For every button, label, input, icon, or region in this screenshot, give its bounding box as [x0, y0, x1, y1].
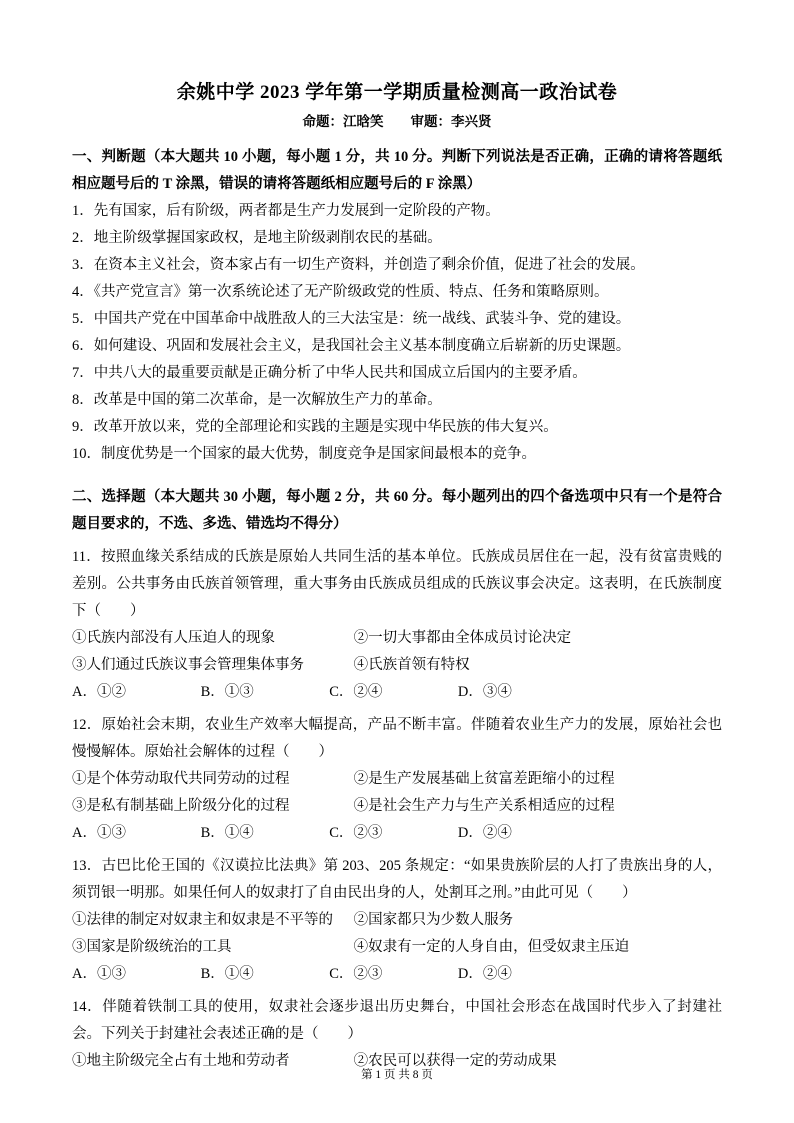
judgment-item-9: 9．改革开放以来，党的全部理论和实践的主题是实现中华民族的伟大复兴。: [72, 419, 558, 435]
question-14: [72, 994, 722, 1075]
answer-option-a: A．①③: [72, 825, 126, 841]
answer-option-d: D．②④: [457, 825, 512, 841]
choice-item: ②国家都只为少数人服务: [353, 912, 514, 928]
answer-option-b: B．①④: [200, 966, 254, 982]
question-11-choices-row-2: [72, 652, 722, 679]
answer-option-a: A．①②: [72, 684, 126, 700]
judgment-item-8: 8．改革是中国的第二次革命，是一次解放生产力的革命。: [72, 392, 442, 408]
question-11-choices-row-1: [72, 625, 722, 652]
judgment-item-4: 4．《共产党宣言》第一次系统论述了无产阶级政党的性质、特点、任务和策略原则。: [72, 284, 609, 300]
question-12-choices-row-2: [72, 793, 722, 820]
authors-line: 命题：江晗笑 审题：李兴贤: [302, 114, 492, 129]
choice-item: ①是个体劳动取代共同劳动的过程: [72, 771, 290, 787]
choice-item: ②是生产发展基础上贫富差距缩小的过程: [353, 771, 615, 787]
choice-item: ④是社会生产力与生产关系相适应的过程: [353, 798, 615, 814]
choice-item: ④奴隶有一定的人身自由，但受奴隶主压迫: [353, 939, 630, 955]
answer-option-c: C．②③: [329, 825, 383, 841]
answer-option-c: C．②③: [329, 966, 383, 982]
judgment-section-heading: 一、判断题（本大题共 10 小题，每小题 1 分，共 10 分。判断下列说法是否正确，正确的请将答题纸相应题号后的 T 涂黑，错误的请将答题纸相应题号后的 F 涂黑）: [72, 149, 722, 192]
answer-option-b: B．①③: [200, 684, 254, 700]
judgment-item-2: 2．地主阶级掌握国家政权，是地主阶级剥削农民的基础。: [72, 230, 442, 246]
question-13: [72, 853, 722, 988]
judgment-item-3: 3．在资本主义社会，资本家占有一切生产资料，并创造了剩余价值，促进了社会的发展。: [72, 257, 645, 273]
answer-option-c: C．②④: [329, 684, 383, 700]
choice-item: ②一切大事都由全体成员讨论决定: [353, 630, 572, 646]
judgment-item-7: 7．中共八大的最重要贡献是正确分析了中华人民共和国成立后国内的主要矛盾。: [72, 365, 587, 381]
question-12-answers-row: [72, 820, 722, 847]
page-title: 余姚中学 2023 学年第一学期质量检测高一政治试卷: [176, 82, 618, 103]
mcq-section-heading: 二、选择题（本大题共 30 小题，每小题 2 分，共 60 分。每小题列出的四个备选项中只有一个是符合题目要求的，不选、多选、错选均不得分）: [72, 489, 722, 532]
question-13-stem: 13．古巴比伦王国的《汉谟拉比法典》第 203、205 条规定：“如果贵族阶层的人打了贵族出身的人，须罚银一明那。如果任何人的奴隶打了自由民出身的人，处割耳之刑。”由此可见（ ）: [72, 858, 722, 901]
choice-item: ③是私有制基础上阶级分化的过程: [72, 798, 290, 814]
choice-item: ①氏族内部没有人压迫人的现象: [72, 630, 275, 646]
question-12: [72, 712, 722, 847]
choice-item: ④氏族首领有特权: [353, 657, 470, 673]
question-11: [72, 544, 722, 706]
choice-item: ①法律的制定对奴隶主和奴隶是不平等的: [72, 912, 333, 928]
choice-item: ②农民可以获得一定的劳动成果: [353, 1053, 557, 1069]
question-14-stem: 14．伴随着铁制工具的使用，奴隶社会逐步退出历史舞台，中国社会形态在战国时代步入了封建社会。下列关于封建社会表述正确的是（ ）: [72, 999, 722, 1042]
answer-option-d: D．②④: [457, 966, 512, 982]
question-12-choices-row-1: [72, 766, 722, 793]
question-11-answers-row: [72, 679, 722, 706]
judgment-item-6: 6．如何建设、巩固和发展社会主义，是我国社会主义基本制度确立后崭新的历史课题。: [72, 338, 631, 354]
choice-item: ③人们通过氏族议事会管理集体事务: [72, 657, 304, 673]
answer-option-d: D．③④: [457, 684, 512, 700]
judgment-item-list: [72, 198, 722, 468]
answer-option-a: A．①③: [72, 966, 126, 982]
question-12-stem: 12．原始社会末期，农业生产效率大幅提高，产品不断丰富。伴随着农业生产力的发展，原始社会也慢慢解体。原始社会解体的过程（ ）: [72, 717, 722, 760]
question-13-choices-row-2: [72, 934, 722, 961]
question-13-answers-row: [72, 961, 722, 988]
judgment-section: [72, 144, 722, 468]
choice-item: ③国家是阶级统治的工具: [72, 939, 232, 955]
mcq-section: [72, 484, 722, 1075]
question-13-choices-row-1: [72, 907, 722, 934]
page-footer: 第 1 页 共 8 页: [361, 1069, 433, 1081]
choice-item: ①地主阶级完全占有土地和劳动者: [72, 1053, 290, 1069]
judgment-item-5: 5．中国共产党在中国革命中战胜敌人的三大法宝是：统一战线、武装斗争、党的建设。: [72, 311, 631, 327]
judgment-item-10: 10．制度优势是一个国家的最大优势，制度竞争是国家间最根本的竞争。: [72, 446, 536, 462]
judgment-item-1: 1．先有国家，后有阶级，两者都是生产力发展到一定阶段的产物。: [72, 203, 500, 219]
answer-option-b: B．①④: [200, 825, 254, 841]
question-11-stem: 11．按照血缘关系结成的氏族是原始人共同生活的基本单位。氏族成员居住在一起，没有贫富贵贱的差别。公共事务由氏族首领管理，重大事务由氏族成员组成的氏族议事会决定。这表明，在氏族制度下（ ）: [72, 549, 722, 619]
